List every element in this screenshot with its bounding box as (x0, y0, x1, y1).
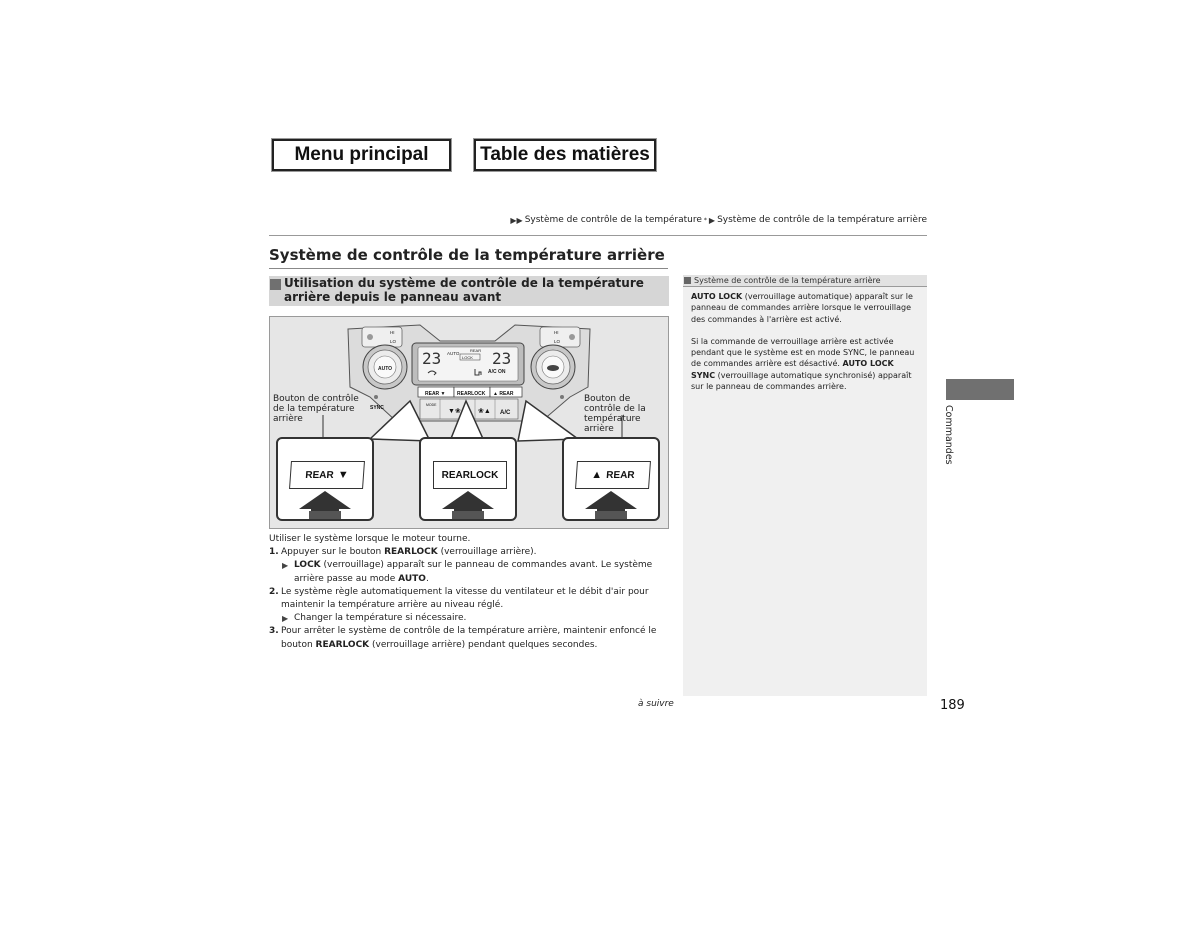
header-divider (269, 235, 927, 236)
down-triangle-icon: ▼ (337, 469, 350, 481)
svg-text:▼❀: ▼❀ (448, 408, 461, 415)
panel-ac-label: A/C (500, 410, 511, 416)
svg-text:SYNC (370, 405, 384, 411)
hi-left-label: HI (390, 330, 395, 335)
step-3 (269, 625, 669, 651)
intro-text: Utiliser le système lorsque le moteur tourne. (269, 534, 471, 544)
rear-temp-down-button[interactable] (289, 461, 365, 489)
side-note-paragraph-1 (691, 291, 917, 325)
section-marker-icon (270, 279, 281, 290)
svg-text:LO (554, 339, 561, 344)
breadcrumb-arrow-icon: ▶▶ (510, 215, 523, 225)
svg-text:A/C ON (488, 369, 506, 375)
breadcrumb-asterisk: * (703, 216, 707, 224)
svg-text:REAR ▼: REAR ▼ (425, 391, 446, 397)
step3-text: Pour arrêter le système de contrôle de la température arrière, maintenir enfoncé le bouton (281, 626, 657, 650)
svg-text:A/C (500, 410, 511, 416)
temp-right-display: 23 (492, 349, 512, 368)
step1-sub-text: (verrouillage) apparaît sur le panneau de commandes avant. Le système arrière passe au mode (294, 560, 653, 584)
page-title: Système de contrôle de la température arrière (269, 246, 665, 264)
svg-text:REAR (470, 348, 481, 353)
breadcrumb-current: Système de contrôle de la température arrière (717, 215, 927, 225)
rear-temp-up-button[interactable] (575, 461, 651, 489)
svg-text:AUTO (447, 351, 460, 356)
rear-temp-button-label-left: Bouton de contrôle de la température arrière (273, 394, 359, 424)
svg-text:23 (492, 349, 511, 368)
press-arrow-icon (438, 489, 498, 519)
press-arrow-icon (295, 489, 355, 519)
svg-text:REARLOCK (457, 391, 486, 397)
section-header (269, 276, 669, 306)
svg-text:MODE (426, 403, 437, 407)
callout-rear-up (562, 437, 660, 521)
chapter-tab[interactable] (946, 379, 1014, 400)
step1-bold: REARLOCK (384, 547, 438, 558)
svg-text:HI (554, 330, 559, 335)
p2-text: Si la commande de verrouillage arrière est activée pendant que le système est en mode SYNC, le panneau de commandes arrière est désactivé. (691, 336, 915, 369)
auto-knob-label: AUTO (378, 366, 393, 372)
rear-down-label: REAR (304, 469, 335, 481)
step3-text-end: (verrouillage arrière) pendant quelques secondes. (369, 639, 598, 650)
svg-text:23 (422, 349, 441, 368)
title-underline (269, 268, 668, 269)
step1-sub-bold: LOCK (294, 560, 321, 571)
continued-label: à suivre (638, 699, 674, 709)
callout-rear-down (276, 437, 374, 521)
temp-left-display: 23 (422, 349, 442, 368)
step-number: 1. (269, 547, 279, 558)
rear-temp-button-label-right: Bouton de contrôle de la température arrière (584, 394, 646, 434)
side-note-title: Système de contrôle de la température arrière (694, 275, 881, 285)
press-arrow-icon (581, 489, 641, 519)
step1-sub-end: . (425, 573, 429, 584)
svg-text:❀▲: ❀▲ (478, 408, 491, 415)
panel-rear-up-label: REAR (499, 391, 514, 397)
side-note (683, 275, 927, 696)
step-2 (269, 586, 669, 612)
auto-lock-sync-bold: AUTO LOCK SYNC (691, 359, 894, 380)
step1-text: Appuyer sur le bouton (281, 547, 385, 558)
step2-sub-text: Changer la température si nécessaire. (294, 613, 467, 624)
side-note-paragraph-2 (691, 336, 917, 392)
panel-rear-down-label: REAR (425, 391, 440, 397)
lo-left-label: LO (390, 339, 397, 344)
svg-text:LO (390, 339, 397, 344)
display-auto-label: AUTO (447, 351, 460, 356)
step-1-result (282, 559, 669, 585)
rearlock-label: REARLOCK (441, 469, 499, 481)
up-triangle-icon: ▲ (590, 469, 603, 481)
panel-mode-label: MODE (426, 403, 437, 407)
step2-text: Le système règle automatiquement la vitesse du ventilateur et le débit d'air pour maintenir la température arrière au niveau réglé. (281, 586, 649, 611)
chapter-tab-label: Commandes (943, 405, 954, 465)
result-arrow-icon: ▶ (282, 614, 289, 624)
step-1 (269, 546, 669, 559)
svg-text:LOCK (462, 355, 473, 360)
display-ac-on-label: A/C ON (488, 369, 506, 375)
side-note-heading (683, 275, 927, 287)
result-arrow-icon: ▶ (282, 561, 289, 571)
breadcrumb-separator-icon: ▶ (708, 215, 716, 225)
step1-text-end: (verrouillage arrière). (437, 547, 537, 558)
rear-up-label: REAR (605, 469, 635, 481)
p2-end: (verrouillage automatique synchronisé) apparaît sur le panneau de commandes arrière. (691, 370, 912, 392)
section-title: Utilisation du système de contrôle de la température arrière depuis le panneau avant (284, 276, 644, 304)
step-2-result (282, 612, 669, 625)
svg-text:HI (390, 330, 395, 335)
auto-lock-bold: AUTO LOCK (691, 292, 743, 301)
panel-sync-label: SYNC (370, 405, 384, 411)
breadcrumb-parent[interactable]: Système de contrôle de la température (524, 215, 702, 225)
step3-bold: REARLOCK (315, 639, 370, 650)
page-number: 189 (940, 698, 965, 713)
instructions (269, 533, 669, 652)
step-number: 2. (269, 586, 279, 597)
rearlock-button[interactable] (433, 461, 507, 489)
panel-rearlock-label: REARLOCK (457, 391, 486, 397)
side-note-text (691, 291, 917, 403)
breadcrumb (510, 215, 927, 225)
step1-sub-bold2: AUTO (398, 573, 426, 584)
svg-text:AUTO (378, 366, 392, 372)
main-menu-button[interactable]: Menu principal (272, 139, 451, 171)
display-lock-label: LOCK (462, 355, 473, 360)
p1-text: (verrouillage automatique) apparaît sur le panneau de commandes arrière lorsque le verrouillage des commandes à l'arrière est activé. (691, 292, 913, 324)
step-number: 3. (269, 626, 279, 637)
svg-text:▲ REAR: ▲ REAR (493, 391, 514, 397)
callout-rearlock (419, 437, 517, 521)
display-rear-label: REAR (470, 348, 482, 353)
toc-button[interactable]: Table des matières (474, 139, 656, 171)
hi-right-label: HI (554, 330, 559, 335)
lo-right-label: LO (554, 339, 561, 344)
note-marker-icon (684, 277, 691, 284)
